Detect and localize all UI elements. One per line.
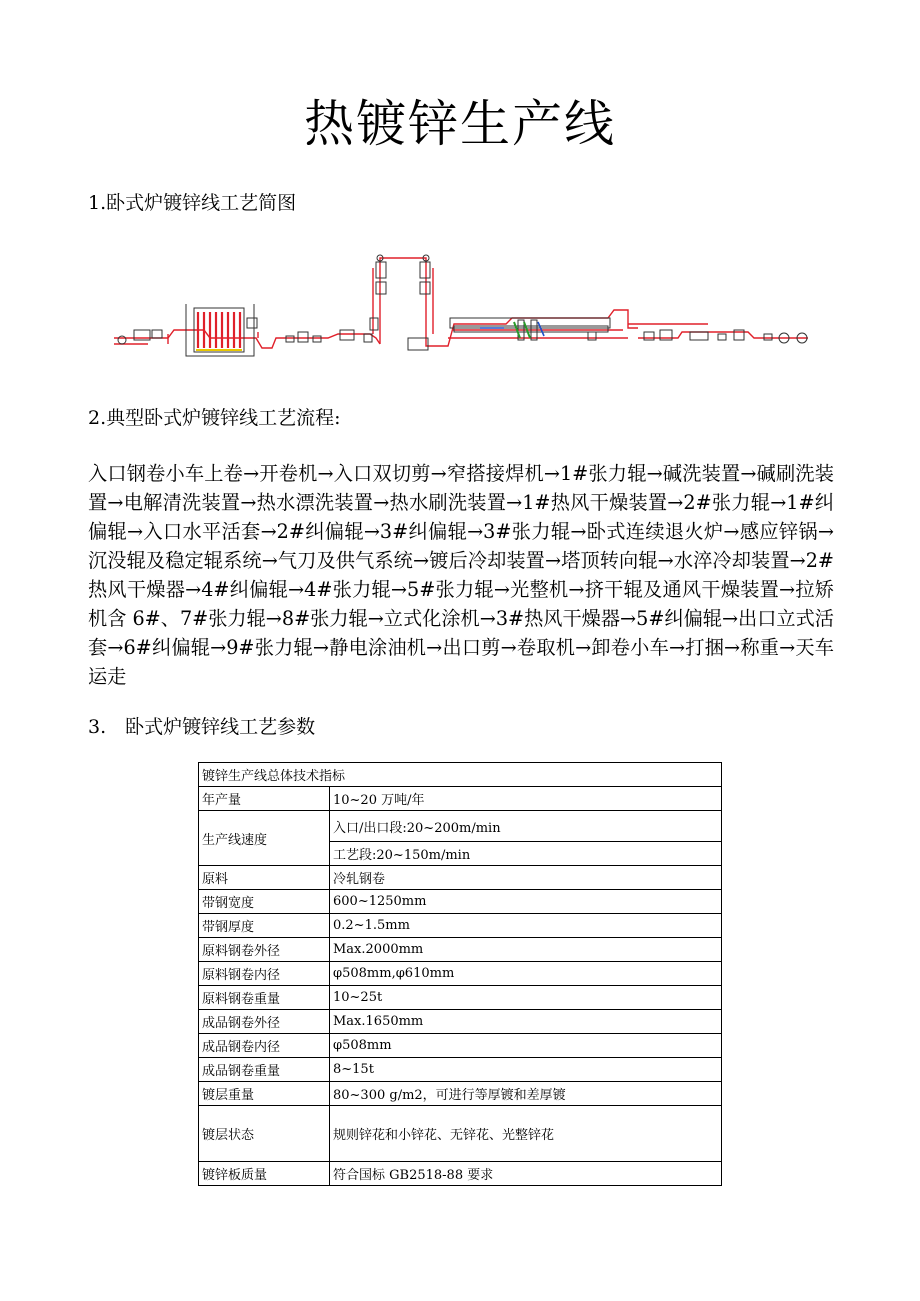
table-row bbox=[199, 1082, 722, 1106]
row-label: 成品钢卷重量 bbox=[199, 1058, 330, 1082]
section-3-heading: 3. 卧式炉镀锌线工艺参数 bbox=[88, 716, 316, 738]
row-label: 带钢宽度 bbox=[199, 890, 330, 914]
table-row bbox=[199, 938, 722, 962]
row-label: 原料钢卷重量 bbox=[199, 986, 330, 1010]
process-flow-text: 入口钢卷小车上卷→开卷机→入口双切剪→窄搭接焊机→1#张力辊→碱洗装置→碱刷洗装置→电解清洗装置→热水漂洗装置→热水刷洗装置→1#热风干燥装置→2#张力辊→1#纠偏辊→入口水平活套→2#纠偏辊→3#纠偏辊→3#张力辊→卧式连续退火炉→感应锌锅→沉没辊及稳定辊系统→气刀及供气系统→镀后冷却装置→塔顶转向辊→水淬冷却装置→2#热风干燥器→4#纠偏辊→4#张力辊→5#张力辊→光整机→挤干辊及通风干燥装置→拉矫机含 6#、7#张力辊→8#张力辊→立式化涂机→3#热风干燥器→5#纠偏辊→出口立式活套→6#纠偏辊→9#张力辊→静电涂油机→出口剪→卷取机→卸卷小车→打捆→称重→天车运走 bbox=[88, 462, 834, 688]
row-value: 8~15t bbox=[330, 1058, 722, 1082]
section-1-heading: 1.卧式炉镀锌线工艺简图 bbox=[88, 192, 297, 214]
row-value: 工艺段:20~150m/min bbox=[330, 842, 722, 866]
table-row bbox=[199, 914, 722, 938]
row-value: 80~300 g/m2，可进行等厚镀和差厚镀 bbox=[330, 1082, 722, 1106]
section-2-heading: 2.典型卧式炉镀锌线工艺流程: bbox=[88, 407, 341, 429]
row-value: Max.1650mm bbox=[330, 1010, 722, 1034]
row-value: 10~25t bbox=[330, 986, 722, 1010]
table-row bbox=[199, 787, 722, 811]
row-value: 0.2~1.5mm bbox=[330, 914, 722, 938]
table-caption: 镀锌生产线总体技术指标 bbox=[199, 763, 722, 787]
table-row bbox=[199, 866, 722, 890]
row-label: 原料 bbox=[199, 866, 330, 890]
row-label: 生产线速度 bbox=[199, 811, 330, 866]
table-row bbox=[199, 962, 722, 986]
row-value: 10~20 万吨/年 bbox=[330, 787, 722, 811]
row-value: 600~1250mm bbox=[330, 890, 722, 914]
row-label: 原料钢卷外径 bbox=[199, 938, 330, 962]
table-row bbox=[199, 811, 722, 842]
row-label: 年产量 bbox=[199, 787, 330, 811]
row-value: 入口/出口段:20~200m/min bbox=[330, 811, 722, 842]
table-row bbox=[199, 1010, 722, 1034]
row-value: 符合国标 GB2518-88 要求 bbox=[330, 1162, 722, 1186]
row-label: 原料钢卷内径 bbox=[199, 962, 330, 986]
table-row bbox=[199, 986, 722, 1010]
row-label: 镀锌板质量 bbox=[199, 1162, 330, 1186]
row-label: 成品钢卷内径 bbox=[199, 1034, 330, 1058]
row-value: φ508mm bbox=[330, 1034, 722, 1058]
row-label: 镀层重量 bbox=[199, 1082, 330, 1106]
row-label: 成品钢卷外径 bbox=[199, 1010, 330, 1034]
table-row bbox=[199, 1106, 722, 1162]
table-caption-row bbox=[199, 763, 722, 787]
table-row bbox=[199, 1162, 722, 1186]
row-value: 规则锌花和小锌花、无锌花、光整锌花 bbox=[330, 1106, 722, 1162]
row-label: 镀层状态 bbox=[199, 1106, 330, 1162]
row-value: 冷轧钢卷 bbox=[330, 866, 722, 890]
row-value: Max.2000mm bbox=[330, 938, 722, 962]
process-diagram bbox=[108, 238, 814, 368]
row-label: 带钢厚度 bbox=[199, 914, 330, 938]
row-value: φ508mm,φ610mm bbox=[330, 962, 722, 986]
table-row bbox=[199, 890, 722, 914]
table-row bbox=[199, 1034, 722, 1058]
spec-table bbox=[198, 762, 722, 1186]
table-row bbox=[199, 1058, 722, 1082]
page-title: 热镀锌生产线 bbox=[304, 95, 616, 153]
